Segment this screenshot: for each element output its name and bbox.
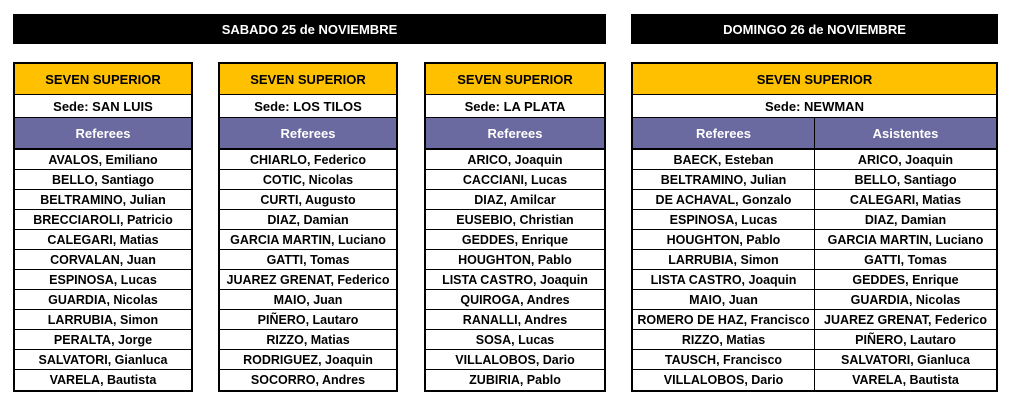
name-cell: GUARDIA, Nicolas: [815, 290, 996, 310]
name-cell: GUARDIA, Nicolas: [15, 290, 191, 310]
name-cell: RANALLI, Andres: [426, 310, 604, 330]
name-cell: RIZZO, Matias: [220, 330, 396, 350]
table-newman: [631, 62, 998, 392]
name-cell: SALVATORI, Gianluca: [15, 350, 191, 370]
day-header-sunday: DOMINGO 26 de NOVIEMBRE: [631, 14, 998, 44]
column-header-row: [633, 118, 996, 150]
name-cell: CURTI, Augusto: [220, 190, 396, 210]
name-cell: GATTI, Tomas: [220, 250, 396, 270]
name-cell: CHIARLO, Federico: [220, 150, 396, 170]
name-cell: BELTRAMINO, Julian: [15, 190, 191, 210]
category-label: SEVEN SUPERIOR: [426, 64, 604, 95]
name-cell: SOCORRO, Andres: [250, 373, 366, 387]
sede-label: Sede: NEWMAN: [633, 95, 996, 118]
asistentes-header: Asistentes: [814, 118, 996, 148]
name-cell: MAIO, Juan: [633, 290, 814, 310]
column-header-row: [426, 118, 604, 150]
name-cell: CALEGARI, Matias: [15, 230, 191, 250]
name-cell: QUIROGA, Andres: [426, 290, 604, 310]
referees-header: Referees: [15, 118, 191, 148]
referees-header: Referees: [426, 118, 604, 148]
name-cell: JUAREZ GRENAT, Federico: [220, 270, 396, 290]
name-cell: GARCIA MARTIN, Luciano: [815, 230, 996, 250]
name-cell: DIAZ, Amilcar: [426, 190, 604, 210]
asistentes-column: [814, 150, 996, 390]
name-cell: SOSA, Lucas: [426, 330, 604, 350]
name-cell: BRECCIAROLI, Patricio: [15, 210, 191, 230]
name-cell: VILLALOBOS, Dario: [426, 350, 604, 370]
name-cell: PIÑERO, Lautaro: [815, 330, 996, 350]
category-label: SEVEN SUPERIOR: [15, 64, 191, 95]
name-cell: HOUGHTON, Pablo: [426, 250, 604, 270]
category-label: SEVEN SUPERIOR: [220, 64, 396, 95]
name-cell: EUSEBIO, Christian: [426, 210, 604, 230]
name-cell: AVALOS, Emiliano: [15, 150, 191, 170]
name-cell: COTIC, Nicolas: [220, 170, 396, 190]
name-cell: DIAZ, Damian: [815, 210, 996, 230]
referees-column: [15, 150, 191, 390]
name-cell: BELTRAMINO, Julian: [633, 170, 814, 190]
sede-label: Sede: SAN LUIS: [15, 95, 191, 118]
column-header-row: [15, 118, 191, 150]
name-cell: LARRUBIA, Simon: [633, 250, 814, 270]
name-cell: ESPINOSA, Lucas: [633, 210, 814, 230]
name-cell: TAUSCH, Francisco: [633, 350, 814, 370]
name-cell: DE ACHAVAL, Gonzalo: [633, 190, 814, 210]
name-cell: GATTI, Tomas: [815, 250, 996, 270]
name-cell: PERALTA, Jorge: [15, 330, 191, 350]
name-cell: ARICO, Joaquin: [815, 150, 996, 170]
name-cell: SALVATORI, Gianluca: [815, 350, 996, 370]
name-cell: BELLO, Santiago: [15, 170, 191, 190]
table-los-tilos: [218, 62, 398, 392]
name-cell: ESPINOSA, Lucas: [15, 270, 191, 290]
name-cell: HOUGHTON, Pablo: [633, 230, 814, 250]
name-cell: RODRIGUEZ, Joaquin: [220, 350, 396, 370]
table-la-plata: [424, 62, 606, 392]
name-cell: ZUBIRIA, Pablo: [469, 373, 561, 387]
table-san-luis: [13, 62, 193, 392]
name-cell: ROMERO DE HAZ, Francisco: [633, 310, 814, 330]
name-cell: LISTA CASTRO, Joaquin: [426, 270, 604, 290]
name-cell: LISTA CASTRO, Joaquin: [633, 270, 814, 290]
name-cell: BELLO, Santiago: [815, 170, 996, 190]
referees-column: [633, 150, 814, 390]
name-cell: VARELA, Bautista: [852, 373, 959, 387]
name-cell: BAECK, Esteban: [633, 150, 814, 170]
name-cell: ARICO, Joaquin: [426, 150, 604, 170]
column-header-row: [220, 118, 396, 150]
sede-label: Sede: LA PLATA: [426, 95, 604, 118]
referees-header: Referees: [220, 118, 396, 148]
sede-label: Sede: LOS TILOS: [220, 95, 396, 118]
name-cell: JUAREZ GRENAT, Federico: [815, 310, 996, 330]
referees-column: [220, 150, 396, 390]
name-cell: GEDDES, Enrique: [426, 230, 604, 250]
name-cell: LARRUBIA, Simon: [15, 310, 191, 330]
name-cell: RIZZO, Matias: [633, 330, 814, 350]
day-header-saturday: SABADO 25 de NOVIEMBRE: [13, 14, 606, 44]
name-cell: MAIO, Juan: [220, 290, 396, 310]
name-cell: VILLALOBOS, Dario: [663, 373, 784, 387]
name-cell: DIAZ, Damian: [220, 210, 396, 230]
name-cell: CORVALAN, Juan: [15, 250, 191, 270]
name-cell: PIÑERO, Lautaro: [220, 310, 396, 330]
referees-header: Referees: [633, 118, 814, 148]
referees-column: [426, 150, 604, 390]
name-cell: VARELA, Bautista: [49, 373, 157, 387]
name-cell: CACCIANI, Lucas: [426, 170, 604, 190]
name-cell: CALEGARI, Matias: [815, 190, 996, 210]
category-label: SEVEN SUPERIOR: [633, 64, 996, 95]
name-cell: GEDDES, Enrique: [815, 270, 996, 290]
name-cell: GARCIA MARTIN, Luciano: [220, 230, 396, 250]
